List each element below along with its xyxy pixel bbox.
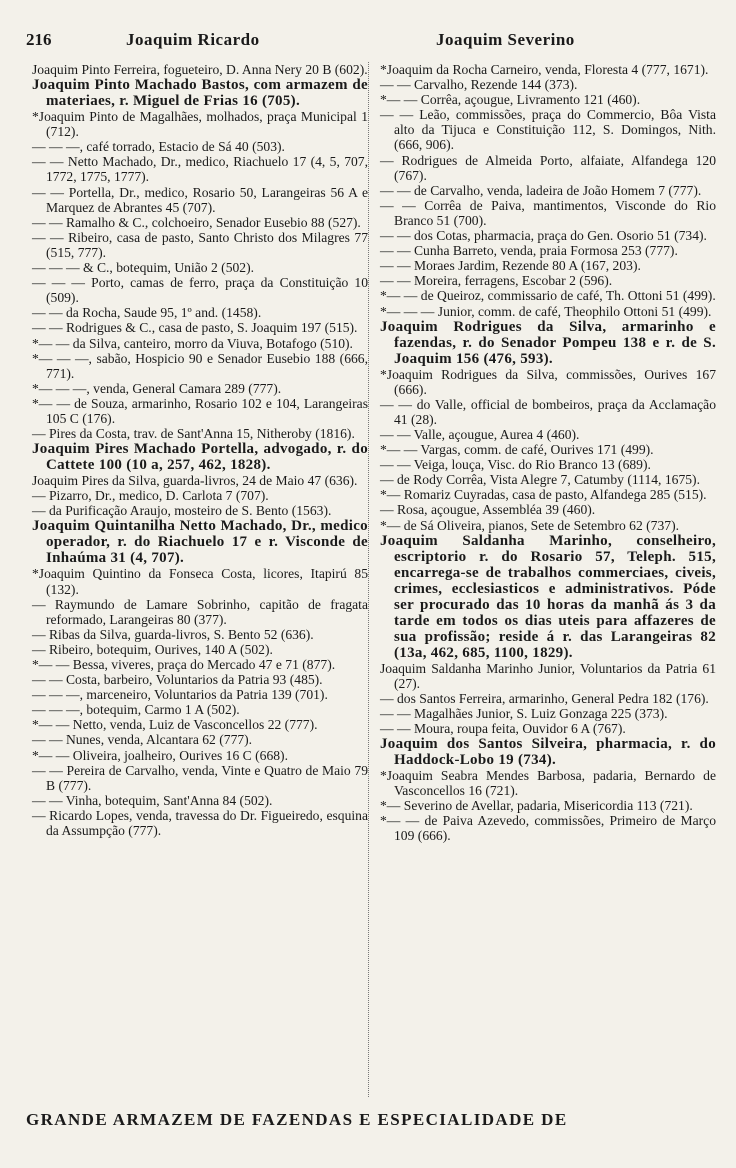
footer-advertisement: GRANDE ARMAZEM DE FAZENDAS E ESPECIALIDADE DE [26,1110,568,1129]
directory-entry: Joaquim Pinto Machado Bastos, com armazem de materiaes, r. Miguel de Frias 16 (705). [32,77,368,110]
directory-entry: — — Moreira, ferragens, Escobar 2 (596). [380,273,613,289]
directory-entry: — — Corrêa de Paiva, mantimentos, Visconde do Rio Branco 51 (700). [380,197,716,228]
directory-entry: — de Rody Corrêa, Vista Alegre 7, Catumby (1114, 1675). [380,472,700,488]
directory-entry: — Ricardo Lopes, venda, travessa do Dr. Figueiredo, esquina da Assumpção (777). [32,807,368,839]
directory-entry: — — Moura, roupa feita, Ouvidor 6 A (767). [380,721,626,736]
directory-entry: — — da Rocha, Saude 95, 1º and. (1458). [32,305,262,321]
directory-entry: — — Cunha Barreto, venda, praia Formosa 253 (777). [380,243,678,259]
directory-entry: — — do Valle, official de bombeiros, praça da Acclamação 41 (28). [380,396,716,427]
directory-entry: *— — Vargas, comm. de café, Ourives 171 (499). [380,442,654,458]
directory-entry: *Joaquim Rodrigues da Silva, commissões, Ourives 167 (666). [380,366,716,397]
directory-entry: *— — —, venda, General Camara 289 (777). [32,380,282,396]
page-header [26,30,716,54]
running-head-right: Joaquim Severino [436,30,575,49]
directory-entry: *— Severino de Avellar, padaria, Misericordia 113 (721). [380,798,693,814]
directory-entry: — — Pereira de Carvalho, venda, Vinte e Quatro de Maio 79 B (777). [32,762,368,793]
directory-entry: Joaquim Quintanilha Netto Machado, Dr., medico operador, r. do Riachuelo 17 e r. Visconde de Inhaúma 31 (4, 707). [32,518,368,567]
right-column [380,62,716,844]
directory-entry: — Pizarro, Dr., medico, D. Carlota 7 (707). [32,488,269,504]
column-divider [368,62,369,1097]
directory-entry: Joaquim Saldanha Marinho, conselheiro, escriptorio r. do Rosario 57, Teleph. 515, encarrega-se de trabalhos commerciaes, civeis, crimes, ecclesiasticos e administrativos. Póde ser procurado das 10 horas da manhã ás 3 da tarde em todos os dias uteis para affazeres de sua profissão; reside á r. das Larangeiras 82 (13a, 462, 685, 1100, 1829). [380,532,716,661]
directory-entry: *Joaquim da Rocha Carneiro, venda, Floresta 4 (777, 1671). [380,62,709,77]
directory-entry: — Raymundo de Lamare Sobrinho, capitão de fragata reformado, Larangeiras 80 (377). [32,596,368,627]
directory-entry: *— — da Silva, canteiro, morro da Viuva, Botafogo (510). [32,335,353,351]
directory-entry: — Ribas da Silva, guarda-livros, S. Bento 52 (636). [32,626,314,642]
directory-entry: *— — de Queiroz, commissario de café, Th. Ottoni 51 (499). [380,288,716,304]
directory-entry: — Pires da Costa, trav. de Sant'Anna 15, Nitheroby (1816). [32,426,355,442]
directory-entry: — — —, marceneiro, Voluntarios da Patria 139 (701). [32,687,328,703]
directory-entry: Joaquim Saldanha Marinho Junior, Voluntarios da Patria 61 (27). [380,660,716,691]
directory-entry: *Joaquim Seabra Mendes Barbosa, padaria, Bernardo de Vasconcellos 16 (721). [380,768,716,799]
directory-entry: *— — de Souza, armarinho, Rosario 102 e 104, Larangeiras 105 C (176). [32,395,368,426]
directory-entry: *— — —, sabão, Hospicio 90 e Senador Eusebio 188 (666, 771). [32,350,368,381]
directory-entry: *— de Sá Oliveira, pianos, Sete de Setembro 62 (737). [380,517,679,533]
directory-entry: — Rodrigues de Almeida Porto, alfaiate, Alfandega 120 (767). [380,152,716,183]
left-column [32,62,368,838]
directory-entry: *— — Bessa, viveres, praça do Mercado 47 e 71 (877). [32,657,336,672]
directory-entry: — — Veiga, louça, Visc. do Rio Branco 13 (689). [380,457,651,473]
directory-entry: — — —, botequim, Carmo 1 A (502). [32,702,240,718]
directory-entry: — — Costa, barbeiro, Voluntarios da Patria 93 (485). [32,672,323,688]
directory-entry: — — dos Cotas, pharmacia, praça do Gen. Osorio 51 (734). [380,228,707,244]
directory-entry: Joaquim Pires Machado Portella, advogado, r. do Cattete 100 (10 a, 257, 462, 1828). [32,441,368,474]
directory-entry: Joaquim dos Santos Silveira, pharmacia, r. do Haddock-Lobo 19 (734). [380,736,716,769]
directory-entry: — — Netto Machado, Dr., medico, Riachuelo 17 (4, 5, 707, 1772, 1775, 1777). [32,154,368,185]
directory-entry: — — Nunes, venda, Alcantara 62 (777). [32,732,253,748]
directory-entry: — — Ribeiro, casa de pasto, Santo Christo dos Milagres 77 (515, 777). [32,229,368,260]
directory-entry: — — Rodrigues & C., casa de pasto, S. Joaquim 197 (515). [32,320,358,336]
directory-entry: *Joaquim Quintino da Fonseca Costa, licores, Itapirú 85 (132). [32,566,368,597]
directory-entry: *— Romariz Cuyradas, casa de pasto, Alfandega 285 (515). [380,487,707,503]
directory-entry: — Ribeiro, botequim, Ourives, 140 A (502). [32,641,273,657]
directory-entry: *Joaquim Pinto de Magalhães, molhados, praça Municipal 1 (712). [32,109,368,140]
directory-entry: *— — Oliveira, joalheiro, Ourives 16 C (668). [32,747,288,763]
directory-entry: Joaquim Pinto Ferreira, fogueteiro, D. Anna Nery 20 B (602). [32,62,368,77]
directory-entry: — — — & C., botequim, União 2 (502). [32,260,255,276]
directory-entry: — — Moraes Jardim, Rezende 80 A (167, 203). [380,258,641,274]
running-head-left: Joaquim Ricardo [126,30,260,49]
directory-entry: — — de Carvalho, venda, ladeira de João Homem 7 (777). [380,182,702,198]
directory-entry: Joaquim Rodrigues da Silva, armarinho e fazendas, r. do Senador Pompeu 138 e r. de S. Joaquim 156 (476, 593). [380,318,716,367]
directory-entry: — — Ramalho & C., colchoeiro, Senador Eusebio 88 (527). [32,214,361,230]
directory-entry: — — Leão, commissões, praça do Commercio, Bôa Vista alto da Tijuca e Constituição 112, S. Domingos, Nith. (666, 906). [380,107,716,153]
directory-entry: *— — — Junior, comm. de café, Theophilo Ottoni 51 (499). [380,303,712,319]
directory-entry: — — Portella, Dr., medico, Rosario 50, Larangeiras 56 A e Marquez de Abrantes 45 (707). [32,184,368,215]
directory-entry: — Rosa, açougue, Assembléa 39 (460). [380,502,596,518]
directory-entry: *— — Netto, venda, Luiz de Vasconcellos 22 (777). [32,717,318,733]
directory-entry: — dos Santos Ferreira, armarinho, General Pedra 182 (176). [380,690,709,706]
directory-entry: *— — Corrêa, açougue, Livramento 121 (460). [380,92,641,108]
directory-entry: — — Magalhães Junior, S. Luiz Gonzaga 225 (373). [380,705,668,721]
directory-entry: — — Vinha, botequim, Sant'Anna 84 (502). [32,792,273,808]
directory-entry: — — Carvalho, Rezende 144 (373). [380,77,578,93]
directory-entry: — — — Porto, camas de ferro, praça da Constituição 10 (509). [32,275,368,306]
directory-entry: — — Valle, açougue, Aurea 4 (460). [380,426,580,442]
page-number: 216 [26,30,52,49]
directory-entry: — da Purificação Araujo, mosteiro de S. Bento (1563). [32,503,332,519]
directory-entry: *— — de Paiva Azevedo, commissões, Primeiro de Março 109 (666). [380,813,716,844]
directory-entry: Joaquim Pires da Silva, guarda-livros, 24 de Maio 47 (636). [32,473,358,489]
directory-entry: — — —, café torrado, Estacio de Sá 40 (503). [32,139,285,155]
